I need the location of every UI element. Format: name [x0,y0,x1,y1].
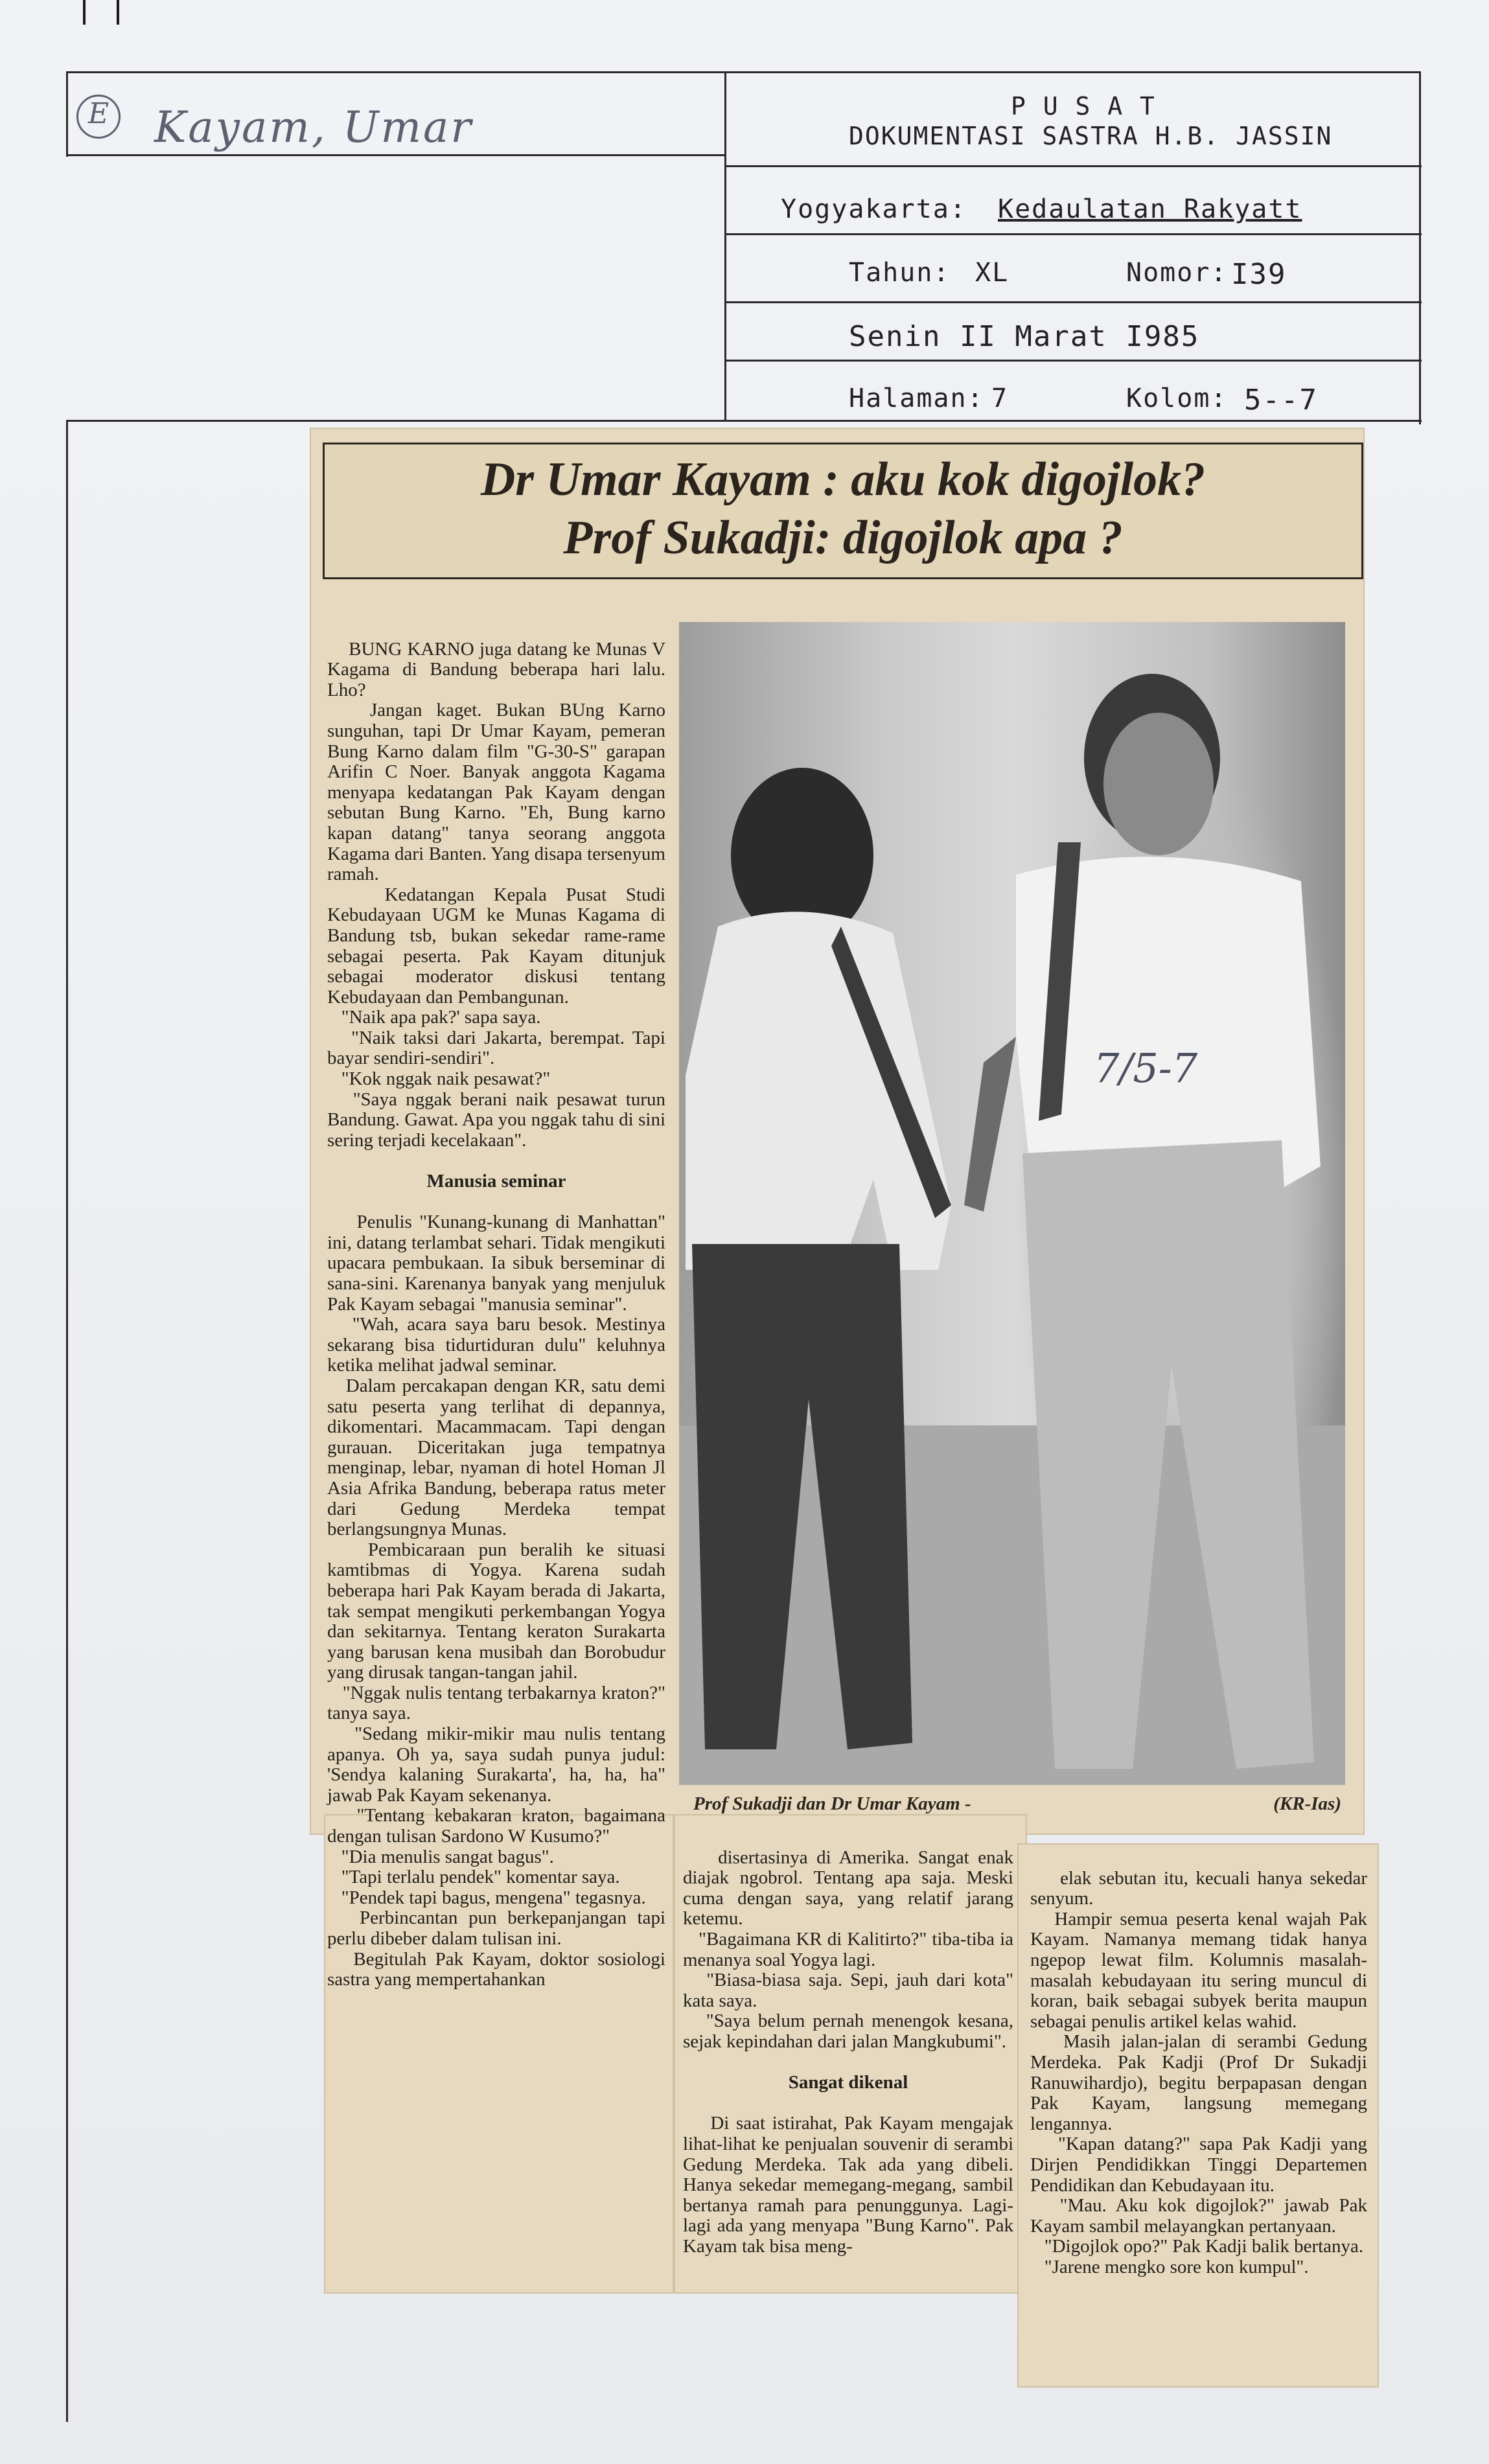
halaman-label: Halaman: [849,384,984,413]
subhead-manusia-seminar: Manusia seminar [426,1171,566,1192]
binder-mark [83,0,86,25]
source-label: Yogyakarta: [781,194,967,224]
kolom-value: 5--7 [1244,384,1318,417]
subhead-sangat-dikenal: Sangat dikenal [788,2072,908,2093]
photo-credit: (KR-Ias) [1273,1793,1341,1814]
card-divider [66,154,726,156]
col2-text-part2: Di saat istirahat, Pak Kayam mengajak lihat-lihat ke penjualan souvenir di serambi Gedung Merdeka. Tak ada yang dibeli. Hanya sekedar memegang-megang, sambil bertanya ramah para penunggunya. Lagi-lagi ada yang menyapa "Bung Karno". Pak Kayam tak bisa meng- [683,2113,1019,2257]
kolom-label: Kolom: [1126,384,1228,413]
card-row-line [724,301,1422,303]
halaman-value: 7 [991,384,1009,413]
card-top-border [66,71,1420,73]
source-value: Kedaulatan Rakyatt [998,194,1302,224]
card-divider [724,71,726,421]
card-row-line [724,233,1422,235]
nomor-value: I39 [1231,258,1287,291]
handwritten-name: Kayam, Umar [154,102,473,152]
headline-line2: Prof Sukadji: digojlok apa ? [563,511,1123,564]
col1-text-part1: BUNG KARNO juga datang ke Munas V Kagama di Bandung beberapa hari lalu. Lho? Jangan kaget. Bukan BUng Karno sunguhan, tapi Dr Umar Kayam, pemeran Bung Karno dalam film "G-30-S" garapan Arifin C Noer. Banyak anggota Kagama menyapa kedatangan Pak Kayam dengan sebutan Bung Karno. "Eh, Bung karno kapan datang" tanya seorang anggota Kagama dari Banten. Yang disapa tersenyum ramah. Kedatangan Kepala Pusat Studi Kebudayaan UGM ke Munas Kagama di Bandung tsb, bukan sekedar rame-rame sebagai peserta. Pak Kayam ditunjuk sebagai moderator diskusi tentang Kebudayaan dan Pembangunan. "Naik apa pak?' sapa saya. "Naik taksi dari Jakarta, berempat. Tapi bayar sendiri-sendiri". "Kok nggak naik pesawat?" "Saya nggak berani naik pesawat turun Bandung. Gawat. Apa you nggak tahu di sini sering terjadi kecelakaan". [327,638,666,1151]
tahun-value: XL [975,258,1010,288]
card-bottom-border [66,420,1422,422]
nomor-label: Nomor: [1126,258,1228,288]
article-column-3 [1030,1848,1367,2386]
article-column-2 [683,1827,1019,2290]
photo-illustration [679,622,1345,1785]
binder-mark [117,0,119,25]
institution-line1: P U S A T [1011,92,1156,121]
handwritten-code: E [88,97,110,130]
article-photo [679,622,1345,1785]
card-right-border [1419,71,1421,424]
headline-box [323,443,1363,579]
headline-line1: Dr Umar Kayam : aku kok digojlok? [480,453,1206,506]
card-left-margin-line [66,420,68,2422]
card-left-border [66,71,68,157]
photo-caption: Prof Sukadji dan Dr Umar Kayam - [693,1793,971,1814]
tahun-label: Tahun: [849,258,951,288]
publication-date: Senin II Marat I985 [849,320,1200,353]
col1-text-part2: Penulis "Kunang-kunang di Manhattan" ini, datang terlambat sehari. Tidak mengikuti upacara pembukaan. Ia sibuk berseminar di sana-sini. Karenanya banyak yang menjuluk Pak Kayam sebagai "manusia seminar". "Wah, acara saya baru besok. Mestinya sekarang bisa tidurtiduran dulu" keluhnya ketika melihat jadwal seminar. Dalam percakapan dengan KR, satu demi satu peserta yang terlihat di depannya, dikomentari. Macammacam. Tapi dengan gurauan. Diceritakan juga tempatnya menginap, lebar, nyaman di hotel Homan Jl Asia Afrika Bandung, beberapa ratus meter dari Gedung Merdeka tempat berlangsungnya Munas. Pembicaraan pun beralih ke situasi kamtibmas di Yogya. Karena sudah beberapa hari Pak Kayam berada di Jakarta, tak sempat mengikuti perkembangan Yogya dan sekitarnya. Tentang keraton Surakarta yang barusan kena musibah dan Borobudur yang dirusak tangan-tangan jahil. "Nggak nulis tentang terbakarnya kraton?" tanya saya. "Sedang mikir-mikir mau nulis tentang apanya. Oh ya, saya sudah punya judul: 'Sendya kalaning Surakarta', ha, ha, ha" jawab Pak Kayam sekenanya. "Tentang kebakaran kraton, bagaimana dengan tulisan Sardono W Kusumo?" "Dia menulis sangat bagus". "Tapi terlalu pendek" komentar saya. "Pendek tapi bagus, mengena" tegasnya. Perbincantan pun berkepanjangan tapi perlu dibeber dalam tulisan ini. Begitulah Pak Kayam, doktor sosiologi sastra yang mempertahankan [327,1212,666,1990]
institution-line2: DOKUMENTASI SASTRA H.B. JASSIN [849,122,1333,150]
col3-text: elak sebutan itu, kecuali hanya sekedar senyum. Hampir semua peserta kenal wajah Pak Kayam. Namanya memang tidak hanya ngepop lewat film. Kolumnis masalah-masalah kebudayaan itu sering muncul di koran, baik sebagai subyek berita maupun sebagai penulis artikel kelas wahid. Masih jalan-jalan di serambi Gedung Merdeka. Pak Kadji (Prof Dr Sukadji Ranuwihardjo), begitu berpapasan dengan Pak Kayam, langsung memegang lengannya. "Kapan datang?" sapa Pak Kadji yang Dirjen Pendidikkan Tinggi Departemen Pendidikan dan Kebudayaan itu. "Mau. Aku kok digojlok?" jawab Pak Kayam sambil melayangkan pertanyaan. "Digojlok opo?" Pak Kadji balik bertanya. "Jarene mengko sore kon kumpul". [1030,1867,1368,2277]
article-column-1 [327,619,665,2297]
col2-text-part1: disertasinya di Amerika. Sangat enak diajak ngobrol. Tentang apa saja. Meski cuma dengan saya, yang relatif jarang ketemu. "Bagaimana KR di Kalitirto?" tiba-tiba ia menanya soal Yogya lagi. "Biasa-biasa saja. Sepi, jauh dari kota" kata saya. "Saya belum pernah menengok kesana, sejak kepindahan dari jalan Mangkubumi". [683,1847,1014,2052]
photo-caption-row [693,1793,1341,1819]
card-row-line [724,165,1422,167]
card-row-line [724,360,1422,362]
photo-handwriting: 7/5-7 [1094,1044,1198,1092]
